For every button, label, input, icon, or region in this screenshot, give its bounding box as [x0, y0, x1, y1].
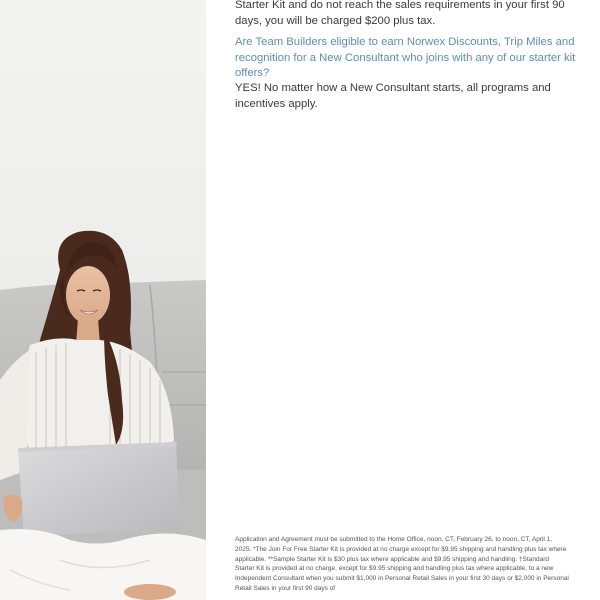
faq-question: Are Team Builders eligible to earn Norwex Discounts, Trip Miles and recognition for a New Consultant who joins with any of our starter kit offers?: [235, 36, 576, 79]
fine-print-disclaimer: Application and Agreement must be submitted to the Home Office, noon, CT, February 26, to noon, CT, April 1, 2025. *The Join For Free Starter Kit is provided at no charge except for $9.95 shipping and handling plus tax where applicable. **Sample Starter Kit is $30 plus tax where applicable and $9.95 shipping and handling. †Standard Starter Kit is provided at no charge, except for $9.95 shipping and handling plus tax where applicable, to a new Independent Consultant when you submit $1,000 in Personal Retail Sales in your first 30 days or $2,000 in Personal Retail Sales in your first 90 days of: [235, 536, 569, 592]
faq-answer: YES! No matter how a New Consultant starts, all programs and incentives apply.: [235, 82, 551, 110]
photo-woman-with-laptop: [0, 0, 206, 600]
photo-illustration: [0, 0, 206, 600]
laptop: [18, 442, 180, 536]
intro-paragraph: Starter Kit and do not reach the sales requirements in your first 90 days, you will be charged $200 plus tax.: [235, 0, 565, 27]
face: [66, 266, 110, 324]
